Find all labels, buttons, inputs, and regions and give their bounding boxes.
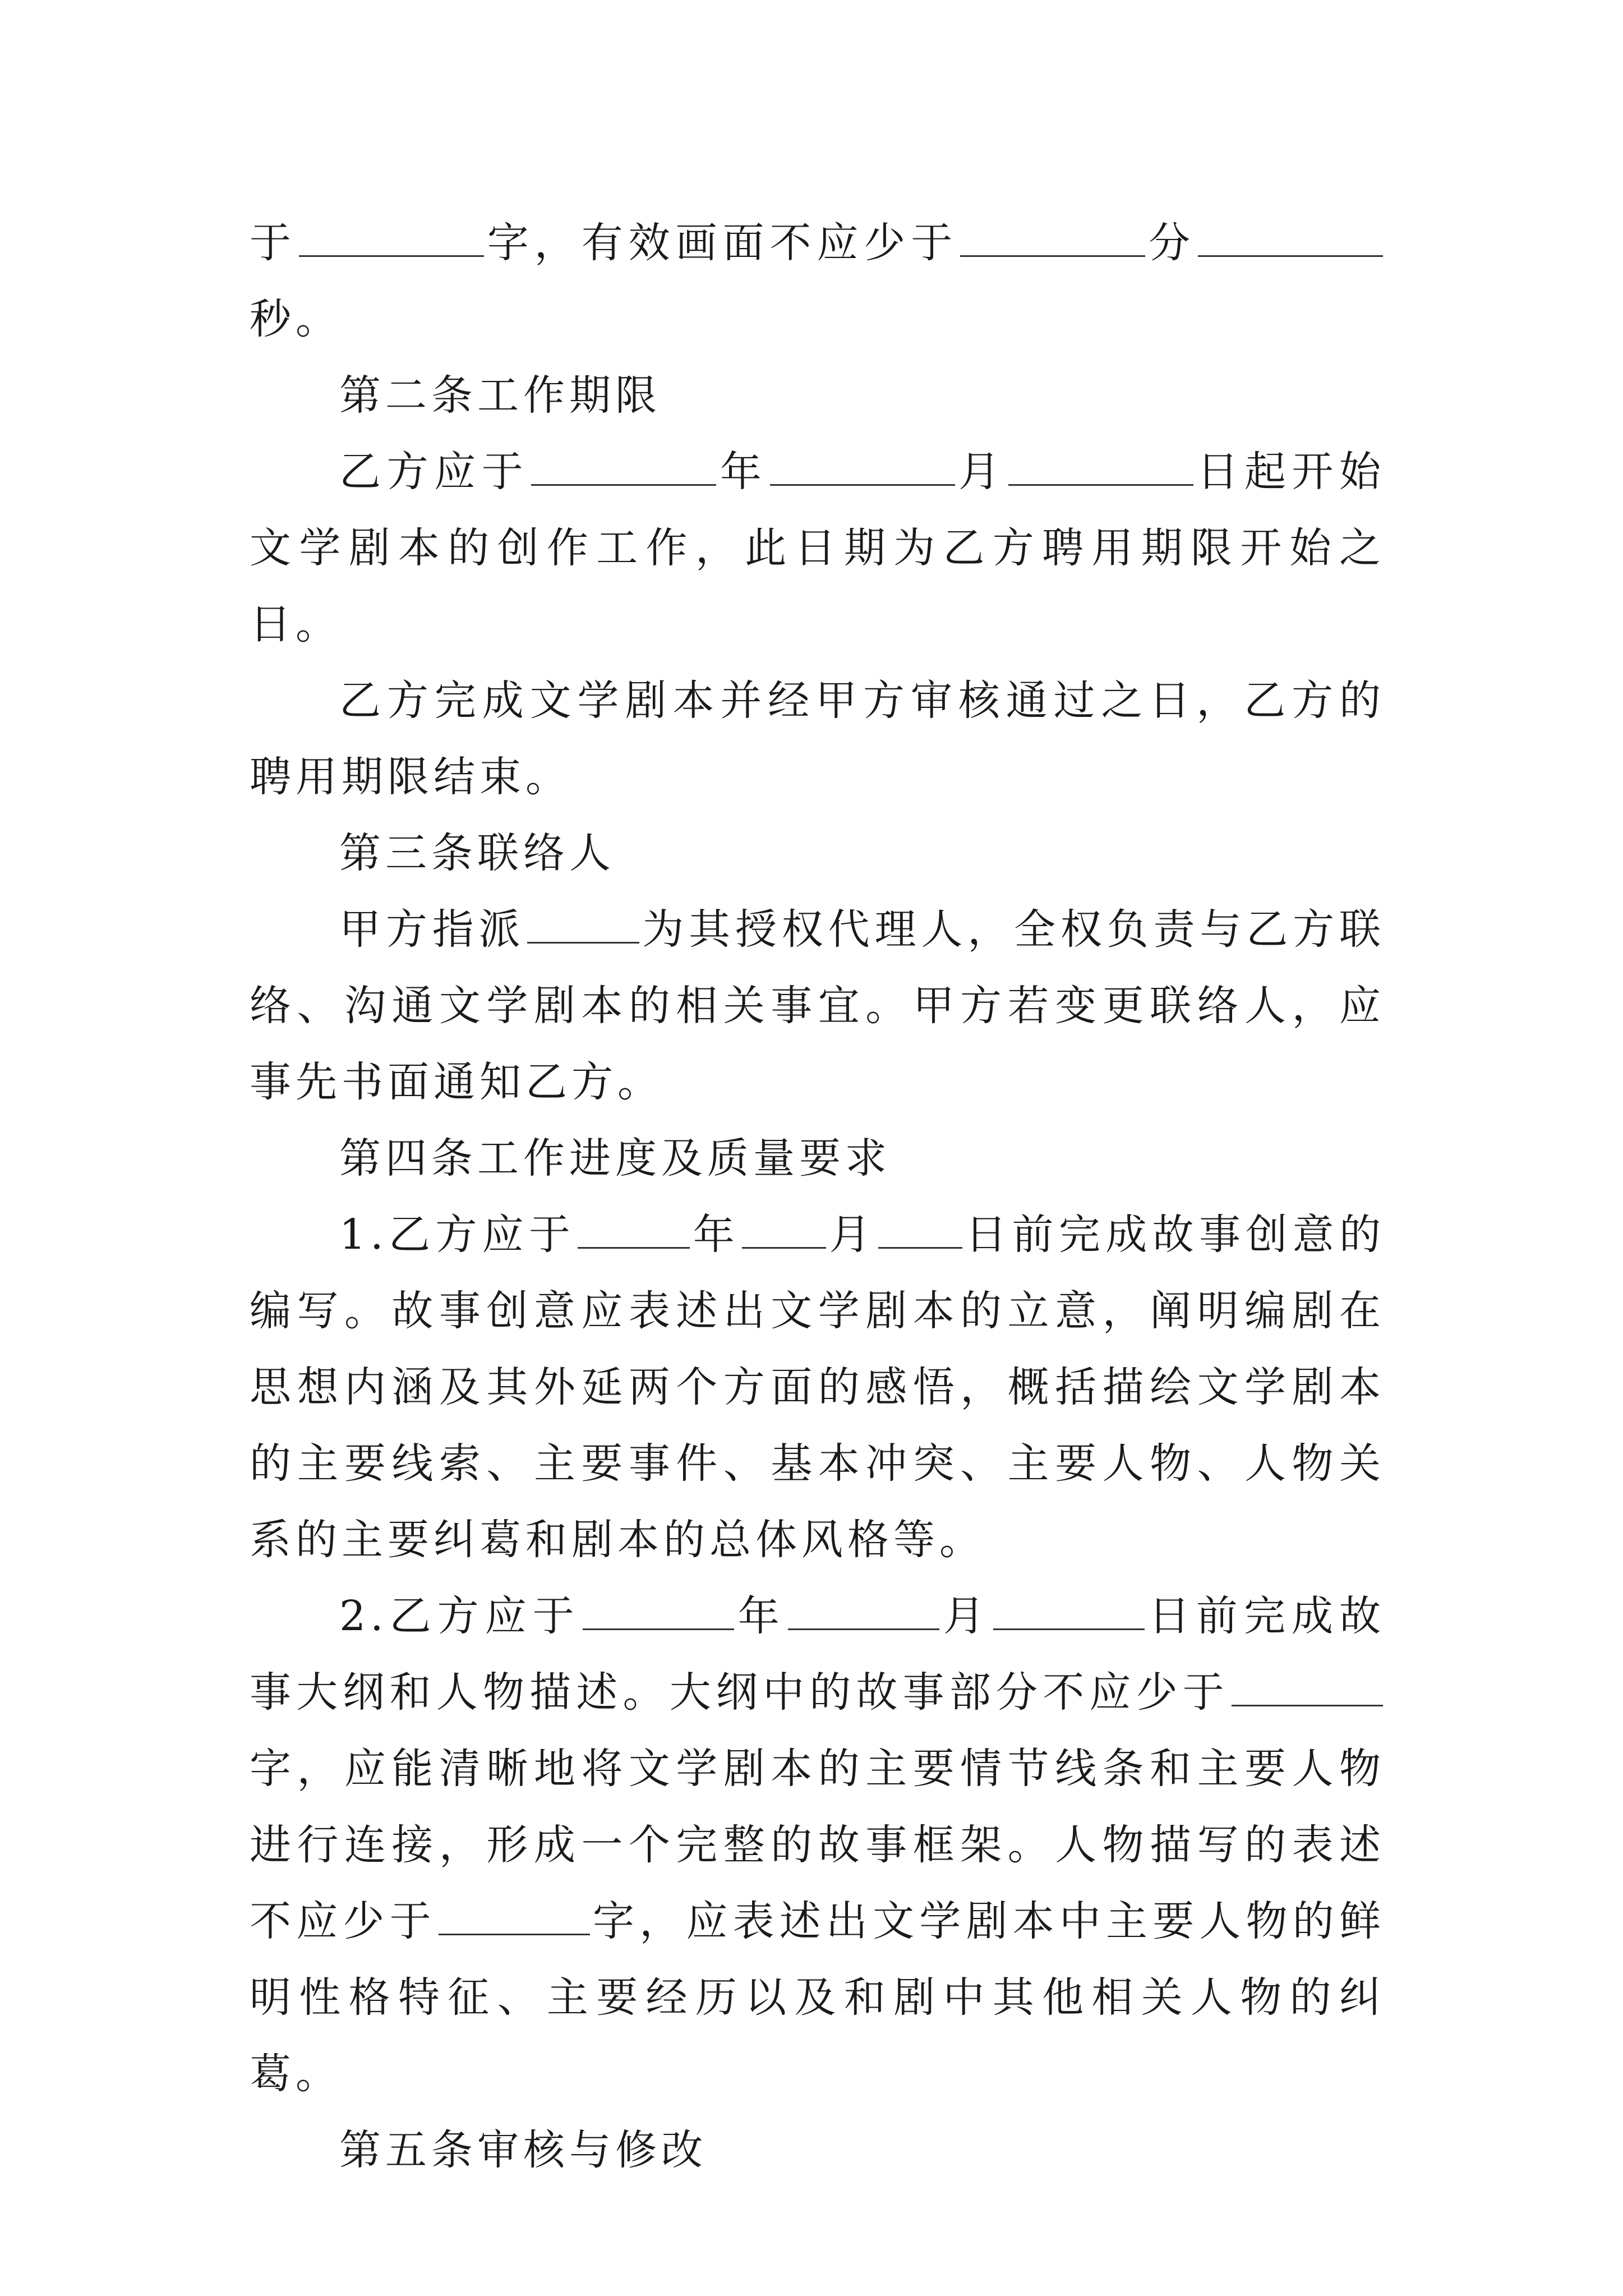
text-run: 年 [718, 448, 768, 496]
blank-field [1232, 1665, 1383, 1706]
section-heading-article-4: 第四条工作进度及质量要求 [339, 1134, 891, 1182]
text-run: 秒。 [250, 295, 342, 343]
text-run: 字，应表述出文学剧本中主要人物的鲜明性格特征、主要经历以及和剧中其他相关人物的纠葛。 [250, 1897, 1386, 2098]
paragraph-item-2 [250, 1578, 1385, 2112]
paragraph-item-1 [250, 1197, 1385, 1578]
blank-field [960, 216, 1145, 257]
paragraph-continuation [250, 205, 1385, 357]
text-run: 年 [692, 1211, 740, 1259]
blank-field [531, 445, 716, 486]
text-run: 字，应能清晰地将文学剧本的主要情节线条和主要人物进行连接，形成一个完整的故事框架。人物描写的表述不应少于 [250, 1745, 1385, 1945]
section-heading-article-5: 第五条审核与修改 [339, 2126, 707, 2174]
text-run: 年 [736, 1592, 786, 1640]
text-run: 为其授权代理人，全权负责与乙方联络、沟通文学剧本的相关事宜。甲方若变更联络人，应事先书面通知乙方。 [250, 905, 1386, 1106]
blank-field [583, 1589, 734, 1630]
text-run: 2.乙方应于 [339, 1592, 580, 1640]
blank-field [878, 1208, 962, 1249]
text-run: 日前完成故事大纲和人物描述。大纲中的故事部分不应少于 [250, 1592, 1386, 1717]
blank-field [299, 216, 484, 257]
blank-field [1198, 216, 1383, 257]
blank-field [788, 1589, 939, 1630]
blank-field [770, 445, 955, 486]
text-run: 分 [1147, 219, 1196, 267]
blank-field [993, 1589, 1145, 1630]
document-body [250, 205, 1385, 2188]
text-run: 月 [828, 1211, 876, 1259]
paragraph-contact [250, 891, 1385, 1120]
text-run: 月 [957, 448, 1006, 496]
text-run: 乙方应于 [339, 448, 529, 496]
blank-field [439, 1894, 590, 1935]
text-run: 日起开始文学剧本的创作工作，此日期为乙方聘用期限开始之日。 [250, 448, 1386, 648]
text-run: 甲方指派 [339, 905, 525, 954]
section-heading-article-2: 第二条工作期限 [339, 371, 661, 420]
text-run: 月 [941, 1592, 991, 1640]
blank-field [742, 1208, 826, 1249]
blank-field [578, 1208, 690, 1249]
paragraph-work-end: 乙方完成文学剧本并经甲方审核通过之日，乙方的聘用期限结束。 [250, 677, 1385, 801]
paragraph-work-start [250, 434, 1385, 662]
text-run: 字，有效画面不应少于 [486, 219, 958, 267]
section-heading-article-3: 第三条联络人 [339, 829, 615, 877]
text-run: 于 [250, 219, 297, 267]
blank-field [527, 903, 639, 944]
text-run: 1.乙方应于 [339, 1211, 576, 1259]
text-run: 日前完成故事创意的编写。故事创意应表述出文学剧本的立意，阐明编剧在思想内涵及其外延两个方面的感悟，概括描绘文学剧本的主要线索、主要事件、基本冲突、主要人物、人物关系的主要纠葛和剧本的总体风格等。 [250, 1211, 1386, 1564]
blank-field [1008, 445, 1193, 486]
